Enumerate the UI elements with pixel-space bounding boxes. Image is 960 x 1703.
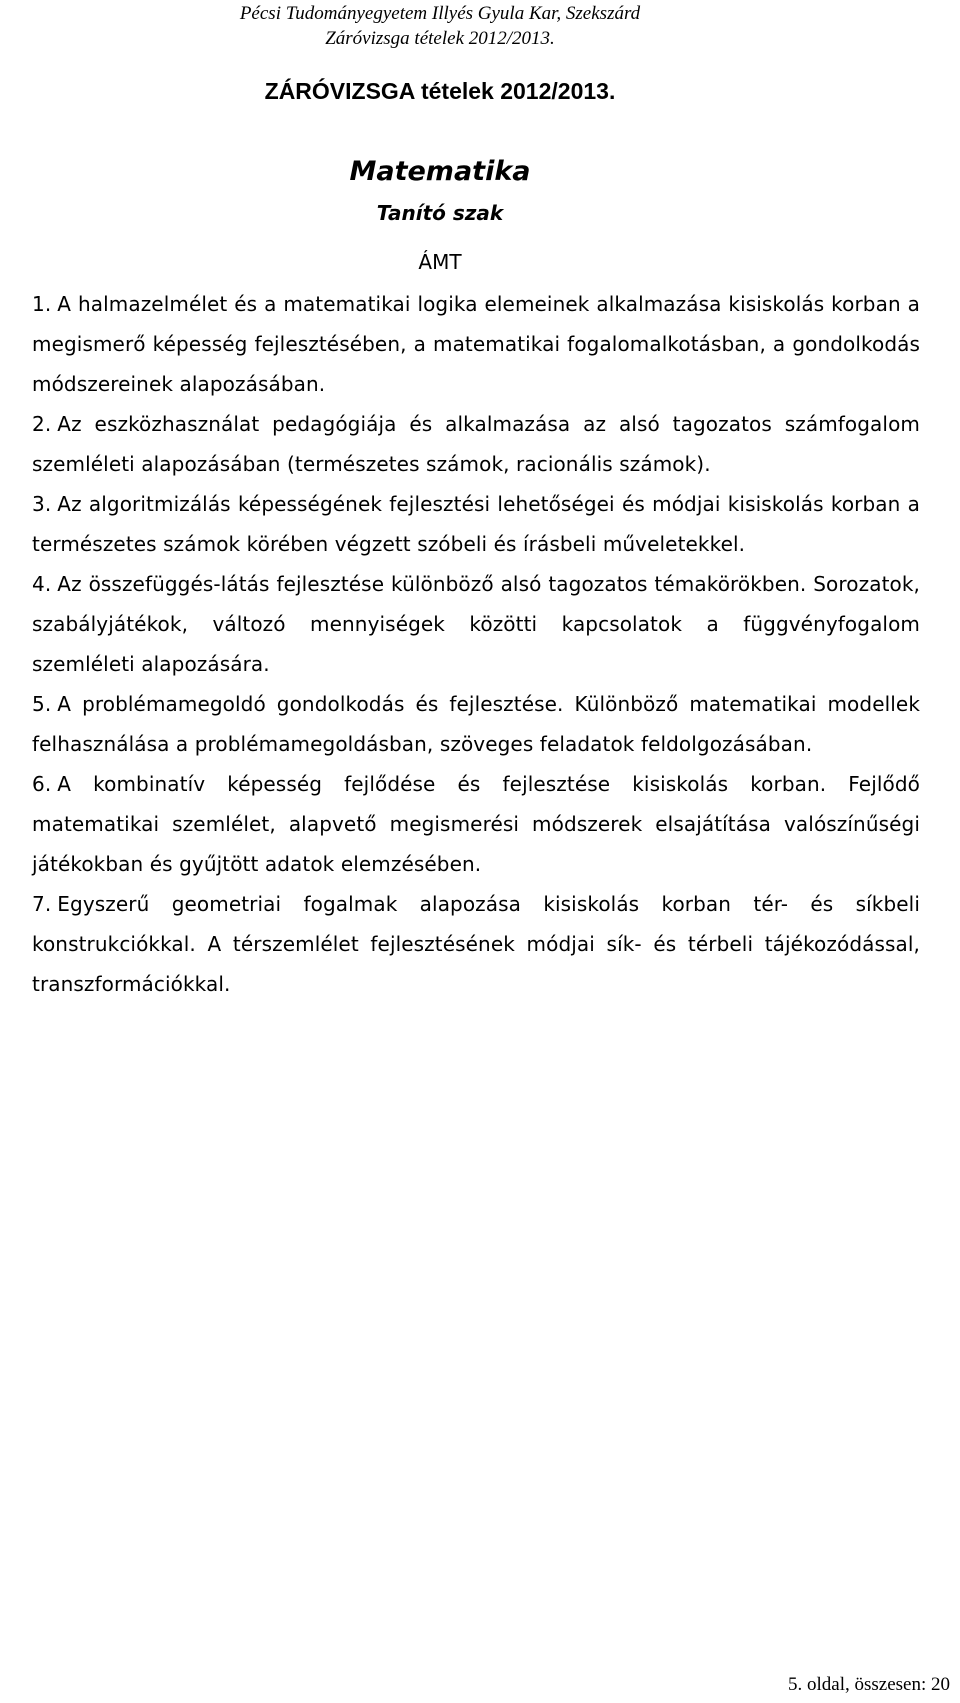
topic-text: Az összefüggés-látás fejlesztése különböző alsó tagozatos témakörökben. Sorozatok, szabályjátékok, változó mennyiségek közötti kapcsolatok a függvényfogalom szemléleti alapozására. xyxy=(32,572,920,676)
topic-number: 7. xyxy=(32,892,52,916)
topic-number: 6. xyxy=(32,772,52,796)
topic-number: 4. xyxy=(32,572,52,596)
exam-topic-item xyxy=(32,564,920,684)
header-exam-year: Záróvizsga tételek 2012/2013. xyxy=(325,28,555,49)
topic-number: 1. xyxy=(32,292,52,316)
exam-topic-item xyxy=(32,684,920,764)
topic-number: 3. xyxy=(32,492,52,516)
topic-text: A problémamegoldó gondolkodás és fejlesztése. Különböző matematikai modellek felhasználása a problémamegoldásban, szöveges feladatok feldolgozásában. xyxy=(32,692,920,756)
exam-topic-item xyxy=(32,404,920,484)
topic-text: Az algoritmizálás képességének fejlesztési lehetőségei és módjai kisiskolás korban a természetes számok körében végzett szóbeli és írásbeli műveletekkel. xyxy=(32,492,920,556)
subject-heading xyxy=(0,155,960,189)
exam-topic-item xyxy=(32,484,920,564)
topic-number: 5. xyxy=(32,692,52,716)
major-heading xyxy=(0,199,960,227)
subject-heading-text: Matematika xyxy=(349,156,531,187)
page-title-text: ZÁRÓVIZSGA tételek 2012/2013. xyxy=(264,78,616,104)
topic-text: Egyszerű geometriai fogalmak alapozása kisiskolás korban tér- és síkbeli konstrukciókkal. A térszemlélet fejlesztésének módjai sík- és térbeli tájékozódással, transzformációkkal. xyxy=(32,892,920,996)
exam-topic-list xyxy=(32,284,920,1004)
major-heading-text: Tanító szak xyxy=(376,201,504,225)
exam-topic-item xyxy=(32,884,920,1004)
header-institution: Pécsi Tudományegyetem Illyés Gyula Kar, Szekszárd xyxy=(239,3,641,24)
page-title xyxy=(0,76,960,106)
section-heading xyxy=(0,248,960,276)
page-header xyxy=(0,0,960,51)
page-footer: 5. oldal, összesen: 20 xyxy=(787,1674,950,1695)
topic-text: A kombinatív képesség fejlődése és fejlesztése kisiskolás korban. Fejlődő matematikai szemlélet, alapvető megismerési módszerek elsajátítása valószínűségi játékokban és gyűjtött adatok elemzésében. xyxy=(32,772,920,876)
topic-number: 2. xyxy=(32,412,52,436)
section-heading-text: ÁMT xyxy=(418,250,462,274)
topic-text: Az eszközhasználat pedagógiája és alkalmazása az alsó tagozatos számfogalom szemléleti alapozásában (természetes számok, racionális számok). xyxy=(32,412,920,476)
exam-topic-item xyxy=(32,764,920,884)
topic-text: A halmazelmélet és a matematikai logika elemeinek alkalmazása kisiskolás korban a megismerő képesség fejlesztésében, a matematikai fogalomalkotásban, a gondolkodás módszereinek alapozásában. xyxy=(32,292,920,396)
exam-topic-item xyxy=(32,284,920,404)
